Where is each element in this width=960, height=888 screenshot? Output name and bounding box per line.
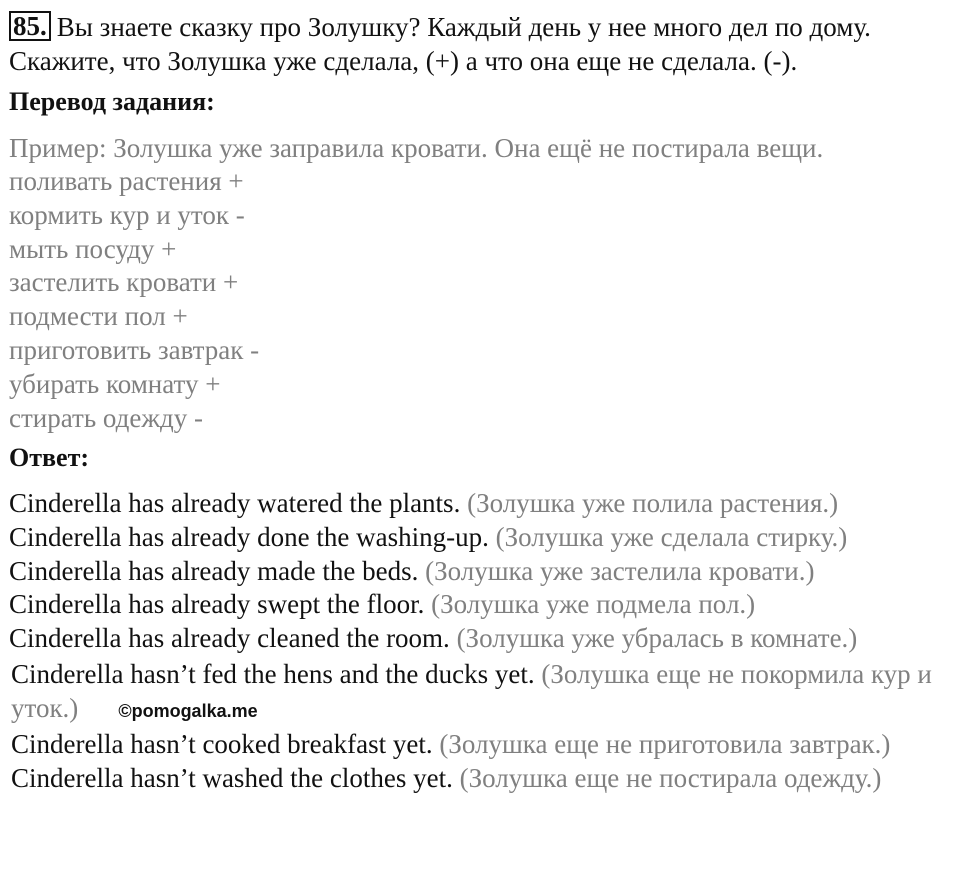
answer-line — [9, 555, 954, 589]
answer-russian: (Золушка еще не покормила кур и уток.) — [11, 659, 932, 723]
answer-russian: (Золушка уже застелила кровати.) — [425, 555, 815, 586]
answer-russian: (Золушка уже убралась в комнате.) — [456, 622, 858, 653]
answer-english: Cinderella has already made the beds. — [9, 555, 419, 586]
answer-line — [9, 487, 954, 521]
answer-russian: (Золушка еще не постирала одежду.) — [459, 762, 882, 793]
task-item: застелить кровати + — [9, 267, 239, 298]
answer-russian: (Золушка уже сделала стирку.) — [495, 521, 848, 552]
task-item: поливать растения + — [9, 166, 244, 196]
answer-english: Cinderella has already swept the floor. — [9, 589, 425, 620]
answer-english: Cinderella hasn’t washed the clothes yet. — [11, 762, 453, 793]
watermark-text: ©pomogalka.me — [118, 700, 258, 721]
translation-example: Пример: Золушка уже заправила кровати. Она ещё не постирала вещи. — [9, 133, 824, 163]
answer-english: Cinderella hasn’t cooked breakfast yet. — [11, 729, 433, 760]
answer-line — [9, 521, 954, 555]
task-text: Вы знаете сказку про Золушку? Каждый день у нее много дел по дому. Скажите, что Золушка уже сделала, (+) а что она еще не сделала. (-). — [9, 12, 871, 76]
answer-english: Cinderella has already cleaned the room. — [9, 622, 450, 653]
answer-line — [9, 622, 954, 656]
answer-russian: (Золушка еще не приготовила завтрак.) — [439, 729, 891, 760]
task-list — [9, 165, 954, 435]
task-item: стирать одежду - — [9, 402, 203, 433]
answer-heading: Ответ: — [9, 443, 90, 473]
answer-english: Cinderella has already watered the plants. — [9, 488, 461, 519]
translation-heading: Перевод задания: — [9, 87, 215, 116]
answer-list — [9, 487, 954, 795]
exercise-number: 85. — [9, 11, 51, 41]
answer-russian: (Золушка уже полила растения.) — [467, 488, 839, 519]
answer-english: Cinderella has already done the washing-up. — [9, 521, 489, 552]
task-item: подмести пол + — [9, 301, 188, 332]
task-statement — [9, 10, 954, 78]
task-item: убирать комнату + — [9, 368, 221, 399]
answer-line — [9, 762, 954, 796]
answer-line — [9, 658, 954, 728]
answer-line — [9, 728, 954, 762]
answer-russian: (Золушка уже подмела пол.) — [431, 589, 756, 620]
task-item: кормить кур и уток - — [9, 199, 245, 230]
answer-english: Cinderella hasn’t fed the hens and the ducks yet. — [11, 659, 535, 690]
exercise-page — [9, 10, 954, 795]
task-item: приготовить завтрак - — [9, 334, 260, 365]
task-item: мыть посуду + — [9, 233, 177, 264]
answer-line — [9, 588, 954, 622]
